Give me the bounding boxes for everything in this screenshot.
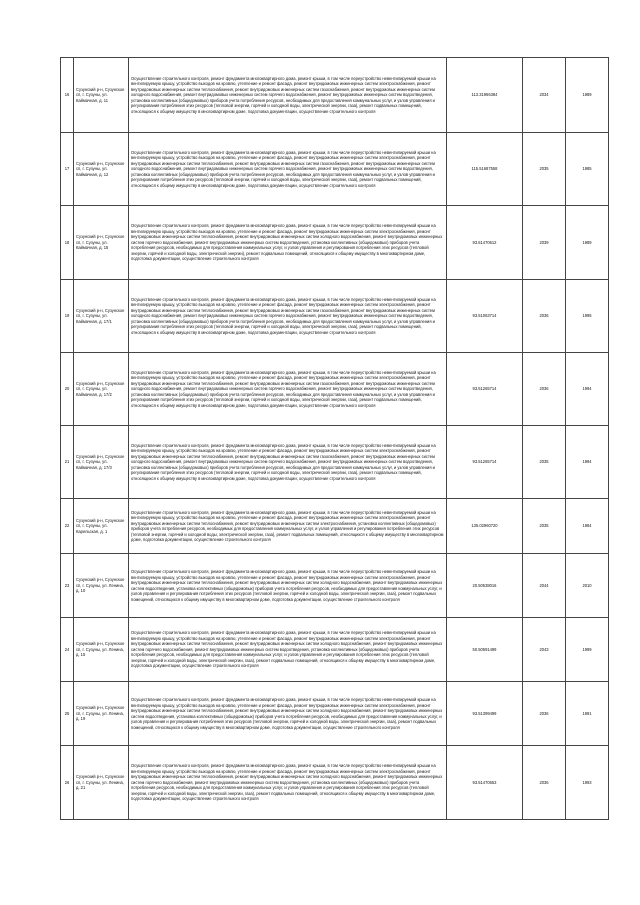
works-description: Осуществление строительного контроля, ремонт фундамента многоквартирного дома, ремонт крыши, в том числе переустройство невентилируемой крыши на вентилируемую крышу, устройство выходов на кровлю, утепление и ремонт фасада, ремонт внутридомовых инженерных систем электроснабжения, ремонт внутридомовых инженерных систем теплоснабжения, ремонт внутридомовых инженерных систем холодного водоснабжения, ремонт внутридомовых инженерных систем водоотведения, установка коллективных (общедомовых) приборов учета потребления ресурсов, необходимых для предоставления коммунальных услуг, и узлов управления и регулирования потребления этих ресурсов (тепловой энергии, горячей и холодной воды, электрической энергии, газа), ремонт подвальных помещений, относящихся к общему имуществу в многоквартирном доме, подготовка документации, осуществление строительного контроля [129, 682, 447, 746]
build-year: 1993 [566, 746, 609, 820]
works-description: Осуществление строительного контроля, ремонт фундамента многоквартирного дома, ремонт крыши, в том числе переустройство невентилируемой крыши на вентилируемую крышу, устройство выходов на кровлю, утепление и ремонт фасада, ремонт внутридомовых инженерных систем электроснабжения, ремонт внутридомовых инженерных систем теплоснабжения, ремонт внутридомовых инженерных систем газоснабжения, ремонт внутридомовых инженерных систем холодного водоснабжения, ремонт внутридомовых инженерных систем горячего водоснабжения, ремонт внутридомовых инженерных систем водоотведения, установка коллективных (общедомовых) приборов учета потребления ресурсов, необходимых для предоставления коммунальных услуг, и узлов управления и регулирования потребления этих ресурсов (тепловой энергии, горячей и холодной воды, электрической энергии, газа), ремонт подвальных помещений, относящихся к общему имуществу в многоквартирном доме, подготовка документации, осуществление строительного контроля [129, 426, 447, 499]
table-row [61, 206, 609, 280]
table-row [61, 746, 609, 820]
row-number: 17 [61, 133, 74, 206]
row-number: 26 [61, 746, 74, 820]
table-row [61, 353, 609, 426]
build-year: 1994 [566, 426, 609, 499]
house-address: Сузунский р-н, Сузунское сп, г. Сузуны, ул. Ленина, д. 19 [74, 682, 129, 746]
build-year: 1994 [566, 353, 609, 426]
planned-year: 2043 [523, 618, 566, 682]
table-row [61, 618, 609, 682]
build-year: 1991 [566, 682, 609, 746]
cost-value: 93.51470612 [447, 206, 523, 280]
works-description: Осуществление строительного контроля, ремонт фундамента многоквартирного дома, ремонт крыши, в том числе переустройство невентилируемой крыши на вентилируемую крышу, устройство выходов на кровлю, утепление и ремонт фасада, ремонт внутридомовых инженерных систем электроснабжения, ремонт внутридомовых инженерных систем теплоснабжения, ремонт внутридомовых инженерных систем холодного водоснабжения, ремонт внутридомовых инженерных систем горячего водоснабжения, ремонт внутридомовых инженерных систем водоотведения, установка коллективных (общедомовых) приборов учета потребления ресурсов, необходимых для предоставления коммунальных услуг, и узлов управления и регулирования потребления этих ресурсов (тепловой энергии, горячей и холодной воды, электрической энергии), ремонт подвальных помещений, относящихся к общему имуществу в многоквартирном доме, подготовка документации, осуществление строительного контроля [129, 206, 447, 280]
row-number: 18 [61, 206, 74, 280]
planned-year: 2036 [523, 280, 566, 353]
house-address: Сузунский р-н, Сузунское сп, г. Сузуны, ул. Каймачная, д. 17/1 [74, 280, 129, 353]
planned-year: 2034 [523, 58, 566, 133]
planned-year: 2035 [523, 426, 566, 499]
planned-year: 2036 [523, 682, 566, 746]
registry-table [60, 57, 609, 820]
table-row [61, 554, 609, 618]
house-address: Сузунский р-н, Сузунское сп, г. Сузуны, ул. Каймачная, д. 17/2 [74, 353, 129, 426]
planned-year: 2036 [523, 353, 566, 426]
cost-value: 93.51470653 [447, 746, 523, 820]
works-description: Осуществление строительного контроля, ремонт фундамента многоквартирного дома, ремонт крыши, в том числе переустройство невентилируемой крыши на вентилируемую крышу, устройство выходов на кровлю, утепление и ремонт фасада, ремонт внутридомовых инженерных систем электроснабжения, ремонт внутридомовых инженерных систем теплоснабжения, ремонт внутридомовых инженерных систем холодного водоснабжения, ремонт внутридомовых инженерных систем горячего водоснабжения, ремонт внутридомовых инженерных систем водоотведения, установка коллективных (общедомовых) приборов учета потребления ресурсов, необходимых для предоставления коммунальных услуг, и узлов управления и регулирования потребления этих ресурсов (тепловой энергии, горячей и холодной воды, электрической энергии, газа), ремонт подвальных помещений, относящихся к общему имуществу в многоквартирном доме, подготовка документации, осуществление строительного контроля [129, 746, 447, 820]
build-year: 1984 [566, 499, 609, 554]
build-year: 2010 [566, 554, 609, 618]
works-description: Осуществление строительного контроля, ремонт фундамента многоквартирного дома, ремонт крыши, в том числе переустройство невентилируемой крыши на вентилируемую крышу, устройство выходов на кровлю, утепление и ремонт фасада, ремонт внутридомовых инженерных систем электроснабжения, ремонт внутридомовых инженерных систем теплоснабжения, ремонт внутридомовых инженерных систем холодного водоснабжения, ремонт внутридомовых инженерных систем горячего водоснабжения, ремонт внутридомовых инженерных систем водоотведения, установка коллективных (общедомовых) приборов учета потребления ресурсов, необходимых для предоставления коммунальных услуг, и узлов управления и регулирования потребления этих ресурсов (тепловой энергии, горячей и холодной воды, электрической энергии, газа), ремонт подвальных помещений, относящихся к общему имуществу в многоквартирном доме, подготовка документации, осуществление строительного контроля [129, 618, 447, 682]
row-number: 25 [61, 682, 74, 746]
build-year: 1999 [566, 618, 609, 682]
cost-value: 20.50538016 [447, 554, 523, 618]
table-row [61, 499, 609, 554]
build-year: 1985 [566, 133, 609, 206]
house-address: Сузунский р-н, Сузунское сп, г. Сузуны, ул. Ленина, д. 10 [74, 554, 129, 618]
works-description: Осуществление строительного контроля, ремонт фундамента многоквартирного дома, ремонт крыши, в том числе переустройство невентилируемой крыши на вентилируемую крышу, устройство выходов на кровлю, утепление и ремонт фасада, ремонт внутридомовых инженерных систем электроснабжения, ремонт внутридомовых инженерных систем теплоснабжения, ремонт внутридомовых инженерных систем газоснабжения, ремонт внутридомовых инженерных систем холодного водоснабжения, ремонт внутридомовых инженерных систем горячего водоснабжения, ремонт внутридомовых инженерных систем водоотведения, установка коллективных (общедомовых) приборов учета потребления ресурсов, необходимых для предоставления коммунальных услуг, и узлов управления и регулирования потребления этих ресурсов (тепловой энергии, горячей и холодной воды, электрической энергии, газа), ремонт подвальных помещений, относящихся к общему имуществу в многоквартирном доме, подготовка документации, осуществление строительного контроля [129, 280, 447, 353]
house-address: Сузунский р-н, Сузунское сп, г. Сузуны, ул. Ленина, д. 21 [74, 746, 129, 820]
build-year: 1989 [566, 58, 609, 133]
works-description: Осуществление строительного контроля, ремонт фундамента многоквартирного дома, ремонт крыши, в том числе переустройство невентилируемой крыши на вентилируемую крышу, устройство выходов на кровлю, утепление и ремонт фасада, ремонт внутридомовых инженерных систем электроснабжения, ремонт внутридомовых инженерных систем теплоснабжения, ремонт внутридомовых инженерных систем газоснабжения, ремонт внутридомовых инженерных систем холодного водоснабжения, ремонт внутридомовых инженерных систем горячего водоснабжения, ремонт внутридомовых инженерных систем водоотведения, установка коллективных (общедомовых) приборов учета потребления ресурсов, необходимых для предоставления коммунальных услуг, и узлов управления и регулирования потребления этих ресурсов (тепловой энергии, горячей и холодной воды, электрической энергии, газа), ремонт подвальных помещений, относящихся к общему имуществу в многоквартирном доме, подготовка документации, осуществление строительного контроля [129, 133, 447, 206]
table-row [61, 682, 609, 746]
row-number: 21 [61, 426, 74, 499]
planned-year: 2039 [523, 206, 566, 280]
planned-year: 2035 [523, 133, 566, 206]
cost-value: 50.50591499 [447, 618, 523, 682]
works-description: Осуществление строительного контроля, ремонт фундамента многоквартирного дома, ремонт крыши, в том числе переустройство невентилируемой крыши на вентилируемую крышу, устройство выходов на кровлю, утепление и ремонт фасада, ремонт внутридомовых инженерных систем электроснабжения, ремонт внутридомовых инженерных систем теплоснабжения, ремонт внутридомовых инженерных систем электроснабжения, установка коллективных (общедомовых) приборов учета потребления ресурсов, необходимых для предоставления коммунальных услуг, и узлов управления и регулирования потребления этих ресурсов (тепловой энергии, горячей и холодной воды, электрической энергии, газа), ремонт подвальных помещений, относящихся к общему имуществу в многоквартирном доме, подготовка документации, осуществление строительного контроля [129, 499, 447, 554]
house-address: Сузунский р-н, Сузунское сп, г. Сузуны, ул. Карельская, д. 1 [74, 499, 129, 554]
house-address: Сузунский р-н, Сузунское сп, г. Сузуны, ул. Каймачная, д. 15 [74, 206, 129, 280]
row-number: 23 [61, 554, 74, 618]
works-description: Осуществление строительного контроля, ремонт фундамента многоквартирного дома, ремонт крыши, в том числе переустройство невентилируемой крыши на вентилируемую крышу, устройство выходов на кровлю, утепление и ремонт фасада, ремонт внутридомовых инженерных систем электроснабжения, ремонт внутридомовых инженерных систем теплоснабжения, ремонт внутридомовых инженерных систем газоснабжения, ремонт внутридомовых инженерных систем холодного водоснабжения, ремонт внутридомовых инженерных систем горячего водоснабжения, ремонт внутридомовых инженерных систем водоотведения, установка коллективных (общедомовых) приборов учета потребления ресурсов, необходимых для предоставления коммунальных услуг, и узлов управления и регулирования потребления этих ресурсов (тепловой энергии, горячей и холодной воды, электрической энергии, газа), ремонт подвальных помещений, относящихся к общему имуществу в многоквартирном доме, подготовка документации, осуществление строительного контроля [129, 58, 447, 133]
cost-value: 93.51265714 [447, 426, 523, 499]
planned-year: 2044 [523, 554, 566, 618]
build-year: 1989 [566, 206, 609, 280]
house-address: Сузунский р-н, Сузунское сп, г. Сузуны, ул. Ленина, д. 15 [74, 618, 129, 682]
cost-value: 93.51265714 [447, 353, 523, 426]
cost-value: 113.31966384 [447, 58, 523, 133]
row-number: 24 [61, 618, 74, 682]
cost-value: 93.51399499 [447, 682, 523, 746]
house-address: Сузунский р-н, Сузунское сп, г. Сузуны, ул. Каймачная, д. 12 [74, 133, 129, 206]
row-number: 22 [61, 499, 74, 554]
works-description: Осуществление строительного контроля, ремонт фундамента многоквартирного дома, ремонт крыши, в том числе переустройство невентилируемой крыши на вентилируемую крышу, устройство выходов на кровлю, утепление и ремонт фасада, ремонт внутридомовых инженерных систем электроснабжения, ремонт внутридомовых инженерных систем теплоснабжения, ремонт внутридомовых инженерных систем газоснабжения, ремонт внутридомовых инженерных систем холодного водоснабжения, ремонт внутридомовых инженерных систем горячего водоснабжения, ремонт внутридомовых инженерных систем водоотведения, установка коллективных (общедомовых) приборов учета потребления ресурсов, необходимых для предоставления коммунальных услуг, и узлов управления и регулирования потребления этих ресурсов (тепловой энергии, горячей и холодной воды, электрической энергии, газа), ремонт подвальных помещений, относящихся к общему имуществу в многоквартирном доме, подготовка документации, осуществление строительного контроля [129, 353, 447, 426]
registry-table-body [61, 58, 609, 820]
table-row [61, 58, 609, 133]
table-row [61, 280, 609, 353]
row-number: 16 [61, 58, 74, 133]
planned-year: 2036 [523, 746, 566, 820]
house-address: Сузунский р-н, Сузунское сп, г. Сузуны, ул. Каймачная, д. 17/3 [74, 426, 129, 499]
table-row [61, 426, 609, 499]
cost-value: 115.51687558 [447, 133, 523, 206]
works-description: Осуществление строительного контроля, ремонт фундамента многоквартирного дома, ремонт крыши, в том числе переустройство невентилируемой крыши на вентилируемую крышу, устройство выходов на кровлю, утепление и ремонт фасада, ремонт внутридомовых инженерных систем электроснабжения, ремонт внутридомовых инженерных систем теплоснабжения, ремонт внутридомовых инженерных систем холодного водоснабжения, ремонт внутридомовых инженерных систем водоотведения, установка коллективных (общедомовых) приборов учета потребления ресурсов, необходимых для предоставления коммунальных услуг, и узлов управления и регулирования потребления этих ресурсов (тепловой энергии, горячей и холодной воды, электрической энергии, газа), ремонт подвальных помещений, относящихся к общему имуществу в многоквартирном доме, подготовка документации, осуществление строительного контроля [129, 554, 447, 618]
build-year: 1995 [566, 280, 609, 353]
cost-value: 135.02960720 [447, 499, 523, 554]
row-number: 19 [61, 280, 74, 353]
house-address: Сузунский р-н, Сузунское сп, г. Сузуны, ул. Каймачная, д. 11 [74, 58, 129, 133]
table-row [61, 133, 609, 206]
cost-value: 93.51063714 [447, 280, 523, 353]
planned-year: 2035 [523, 499, 566, 554]
row-number: 20 [61, 353, 74, 426]
